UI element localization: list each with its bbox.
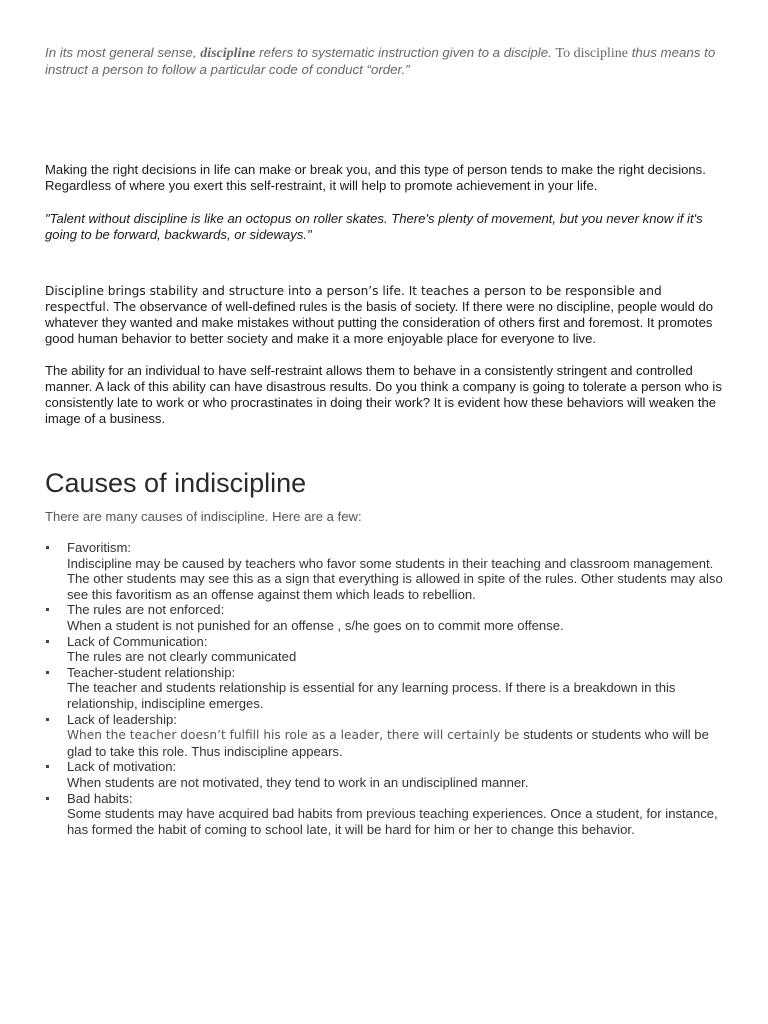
- bullet-icon: [46, 640, 49, 643]
- decisions-paragraph: Making the right decisions in life can make or break you, and this type of person tends to make the right decisions. Regardless of where you exert this self-restraint, it will help to promote achievement in your life.: [45, 162, 706, 193]
- intro-term-discipline: discipline: [200, 46, 256, 61]
- cause-description: When students are not motivated, they tend to work in an undisciplined manner.: [67, 774, 529, 790]
- stability-rest-text: observance of well-defined rules is the basis of society. If there were no discipline, people would do whatever they wanted and make mistakes without putting the consideration of others first and foremost. It promotes good human behavior to better society and make it a more enjoyable place for everyone to live.: [45, 299, 714, 346]
- list-item: [45, 665, 725, 712]
- bullet-icon: [46, 718, 49, 721]
- cause-description: The rules are not clearly communicated: [67, 649, 297, 665]
- bullet-icon: [46, 546, 49, 549]
- cause-title: Favoritism:: [67, 540, 132, 555]
- section-lead: There are many causes of indiscipline. Here are a few:: [45, 509, 362, 524]
- cause-title: The rules are not enforced:: [67, 602, 225, 618]
- cause-description: When a student is not punished for an offense , s/he goes on to commit more offense.: [67, 617, 564, 633]
- section-heading: Causes of indiscipline: [45, 468, 307, 498]
- bullet-icon: [46, 797, 49, 800]
- cause-description: The teacher and students relationship is essential for any learning process. If there is a breakdown in this relationship, indiscipline emerges.: [67, 680, 676, 711]
- bullet-icon: [46, 608, 49, 611]
- bullet-icon: [46, 671, 49, 674]
- self-restraint-paragraph: The ability for an individual to have self-restraint allows them to behave in a consistently stringent and controlled manner. A lack of this ability can have disastrous results. Do you think a company is going to tolerate a person who is consistently late to work or who procrastinates in doing their work? It is evident how these behaviors will weaken the image of a business.: [45, 363, 722, 426]
- cause-description-rest: students or students who will be glad to take this role. Thus indiscipline appears.: [67, 727, 709, 759]
- cause-title: Lack of Communication:: [67, 633, 208, 649]
- cause-title: Lack of leadership:: [67, 711, 177, 727]
- list-item: [45, 791, 725, 838]
- cause-description: [67, 727, 725, 759]
- list-item: [45, 634, 725, 665]
- list-item: [45, 712, 725, 760]
- stability-paragraph: [45, 283, 725, 347]
- intro-term-to-discipline: To discipline: [555, 46, 629, 61]
- intro-text-1: In its most general sense,: [45, 45, 201, 60]
- intro-text-3: thus means to instruct a person to follow a particular code of conduct “order.”: [45, 45, 716, 77]
- cause-title: Bad habits:: [67, 790, 133, 806]
- causes-list: [45, 540, 725, 837]
- list-item: [45, 759, 725, 790]
- cause-title: Lack of motivation:: [67, 759, 177, 775]
- cause-title: Teacher-student relationship:: [67, 664, 236, 680]
- intro-paragraph: [45, 45, 725, 78]
- cause-description: Some students may have acquired bad habits from previous teaching experiences. Once a student, for instance, has formed the habit of coming to school late, it will be hard for him or her to change this behavior.: [67, 806, 718, 837]
- stability-lead-text: Discipline brings stability and structure into a person’s life. It teaches a person to be responsible and respectful. The: [45, 284, 662, 314]
- cause-description-lead: When the teacher doesn’t fulfill his role as a leader, there will certainly be: [67, 728, 524, 743]
- talent-quote: "Talent without discipline is like an octopus on roller skates. There's plenty of movement, but you never know if it's going to be forward, backwards, or sideways.": [45, 211, 703, 242]
- cause-description: Indiscipline may be caused by teachers who favor some students in their teaching and classroom management. The other students may see this as a sign that everything is allowed in spite of the rules. Other students may also see this favoritism as an offense against them which leads to rebellion.: [67, 555, 723, 602]
- bullet-icon: [46, 765, 49, 768]
- list-item: [45, 540, 725, 602]
- intro-text-2: refers to systematic instruction given to a disciple.: [255, 45, 556, 60]
- list-item: [45, 602, 725, 633]
